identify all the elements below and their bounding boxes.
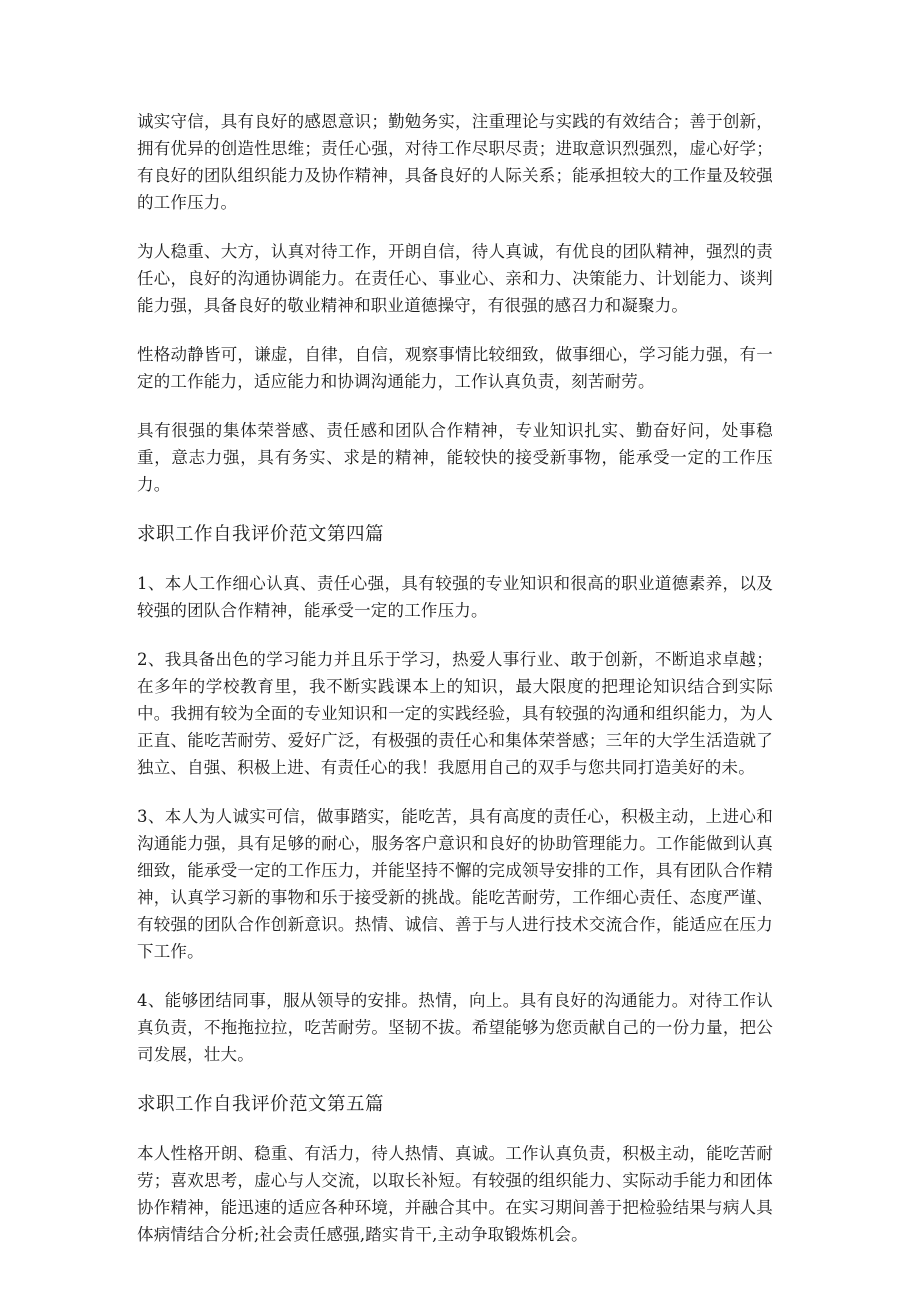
document-body: [137, 108, 773, 1270]
paragraph-5: 本人性格开朗、稳重、有活力，待人热情、真诚。工作认真负责，积极主动，能吃苦耐劳；喜欢思考，虚心与人交流，以取长补短。有较强的组织能力、实际动手能力和团体协作精神，能迅速的适应各种环境，并融合其中。在实习期间善于把检验结果与病人具体病情结合分析;社会责任感强,踏实肯干,主动争取锻炼机会。: [137, 1144, 773, 1244]
paragraph-item-1: 1、本人工作细心认真、责任心强，具有较强的专业知识和很高的职业道德素养，以及较强的团队合作精神，能承受一定的工作压力。: [137, 574, 773, 620]
paragraph-4: 具有很强的集体荣誉感、责任感和团队合作精神，专业知识扎实、勤奋好问，处事稳重，意志力强，具有务实、求是的精神，能较快的接受新事物，能承受一定的工作压力。: [137, 421, 773, 494]
paragraph-item-2: 2、我具备出色的学习能力并且乐于学习，热爱人事行业、敢于创新，不断追求卓越；在多年的学校教育里，我不断实践课本上的知识，最大限度的把理论知识结合到实际中。我拥有较为全面的专业知识和一定的实践经验，具有较强的沟通和组织能力，为人正直、能吃苦耐劳、爱好广泛，有极强的责任心和集体荣誉感；三年的大学生活造就了独立、自强、积极上进、有责任心的我！我愿用自己的双手与您共同打造美好的未。: [137, 650, 773, 777]
paragraph-2: 为人稳重、大方，认真对待工作，开朗自信，待人真诚，有优良的团队精神，强烈的责任心，良好的沟通协调能力。在责任心、事业心、亲和力、决策能力、计划能力、谈判能力强，具备良好的敬业精神和职业道德操守，有很强的感召力和凝聚力。: [137, 242, 773, 315]
section-heading-5: 求职工作自我评价范文第五篇: [137, 1094, 385, 1115]
paragraph-3: 性格动静皆可，谦虚，自律，自信，观察事情比较细致，做事细心，学习能力强，有一定的工作能力，适应能力和协调沟通能力，工作认真负责，刻苦耐劳。: [137, 345, 773, 391]
section-heading-4: 求职工作自我评价范文第四篇: [137, 524, 385, 545]
paragraph-item-4: 4、能够团结同事，服从领导的安排。热情，向上。具有良好的沟通能力。对待工作认真负责，不拖拖拉拉，吃苦耐劳。坚韧不拔。希望能够为您贡献自己的一份力量，把公司发展，壮大。: [137, 991, 773, 1064]
paragraph-1: 诚实守信，具有良好的感恩意识；勤勉务实，注重理论与实践的有效结合；善于创新，拥有优异的创造性思维；责任心强，对待工作尽职尽责；进取意识烈强烈，虚心好学；有良好的团队组织能力及协作精神，具备良好的人际关系；能承担较大的工作量及较强的工作压力。: [137, 112, 773, 212]
paragraph-item-3: 3、本人为人诚实可信，做事踏实，能吃苦，具有高度的责任心，积极主动，上进心和沟通能力强，具有足够的耐心，服务客户意识和良好的协助管理能力。工作能做到认真细致，能承受一定的工作压力，并能坚持不懈的完成领导安排的工作，具有团队合作精神，认真学习新的事物和乐于接受新的挑战。能吃苦耐劳，工作细心责任、态度严谨、有较强的团队合作创新意识。热情、诚信、善于与人进行技术交流合作，能适应在压力下工作。: [137, 807, 773, 961]
